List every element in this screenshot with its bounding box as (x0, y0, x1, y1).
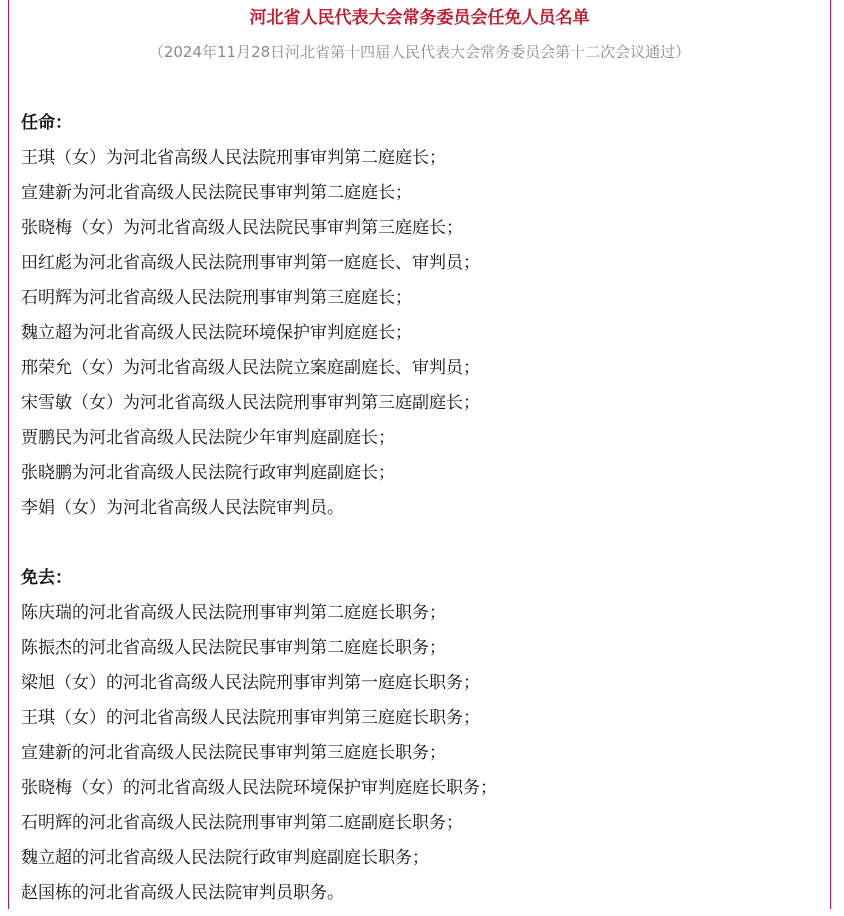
removals-section (21, 566, 811, 916)
appointment-item: 石明辉为河北省高级人民法院刑事审判第三庭庭长； (21, 288, 412, 308)
document-title: 河北省人民代表大会常务委员会任免人员名单 (249, 8, 590, 28)
removal-item: 赵国栋的河北省高级人民法院审判员职务。 (21, 883, 344, 903)
document-page (8, 0, 831, 909)
removal-item: 魏立超的河北省高级人民法院行政审判庭副庭长职务； (21, 848, 429, 868)
appointments-section (21, 111, 811, 531)
appointment-item: 贾鹏民为河北省高级人民法院少年审判庭副庭长； (21, 428, 395, 448)
appointments-heading: 任命： (21, 113, 72, 133)
removal-item: 梁旭（女）的河北省高级人民法院刑事审判第一庭庭长职务； (21, 673, 480, 693)
appointment-item: 宣建新为河北省高级人民法院民事审判第二庭庭长； (21, 183, 412, 203)
removals-heading: 免去： (21, 568, 72, 588)
removal-item: 陈庆瑞的河北省高级人民法院刑事审判第二庭庭长职务； (21, 603, 446, 623)
appointment-item: 张晓鹏为河北省高级人民法院行政审判庭副庭长； (21, 463, 395, 483)
appointment-item: 李娟（女）为河北省高级人民法院审判员。 (21, 498, 344, 518)
removal-item: 张晓梅（女）的河北省高级人民法院环境保护审判庭庭长职务； (21, 778, 497, 798)
appointment-item: 田红彪为河北省高级人民法院刑事审判第一庭庭长、审判员； (21, 253, 480, 273)
appointment-item: 宋雪敏（女）为河北省高级人民法院刑事审判第三庭副庭长； (21, 393, 480, 413)
removal-item: 王琪（女）的河北省高级人民法院刑事审判第三庭庭长职务； (21, 708, 480, 728)
appointment-item: 邢荣允（女）为河北省高级人民法院立案庭副庭长、审判员； (21, 358, 480, 378)
appointment-item: 王琪（女）为河北省高级人民法院刑事审判第二庭庭长； (21, 148, 446, 168)
appointment-item: 张晓梅（女）为河北省高级人民法院民事审判第三庭庭长； (21, 218, 463, 238)
removal-item: 陈振杰的河北省高级人民法院民事审判第二庭庭长职务； (21, 638, 446, 658)
removal-item: 石明辉的河北省高级人民法院刑事审判第二庭副庭长职务； (21, 813, 463, 833)
document-subtitle: （2024年11月28日河北省第十四届人民代表大会常务委员会第十二次会议通过） (148, 43, 691, 61)
appointment-item: 魏立超为河北省高级人民法院环境保护审判庭庭长； (21, 323, 412, 343)
removal-item: 宣建新的河北省高级人民法院民事审判第三庭庭长职务； (21, 743, 446, 763)
